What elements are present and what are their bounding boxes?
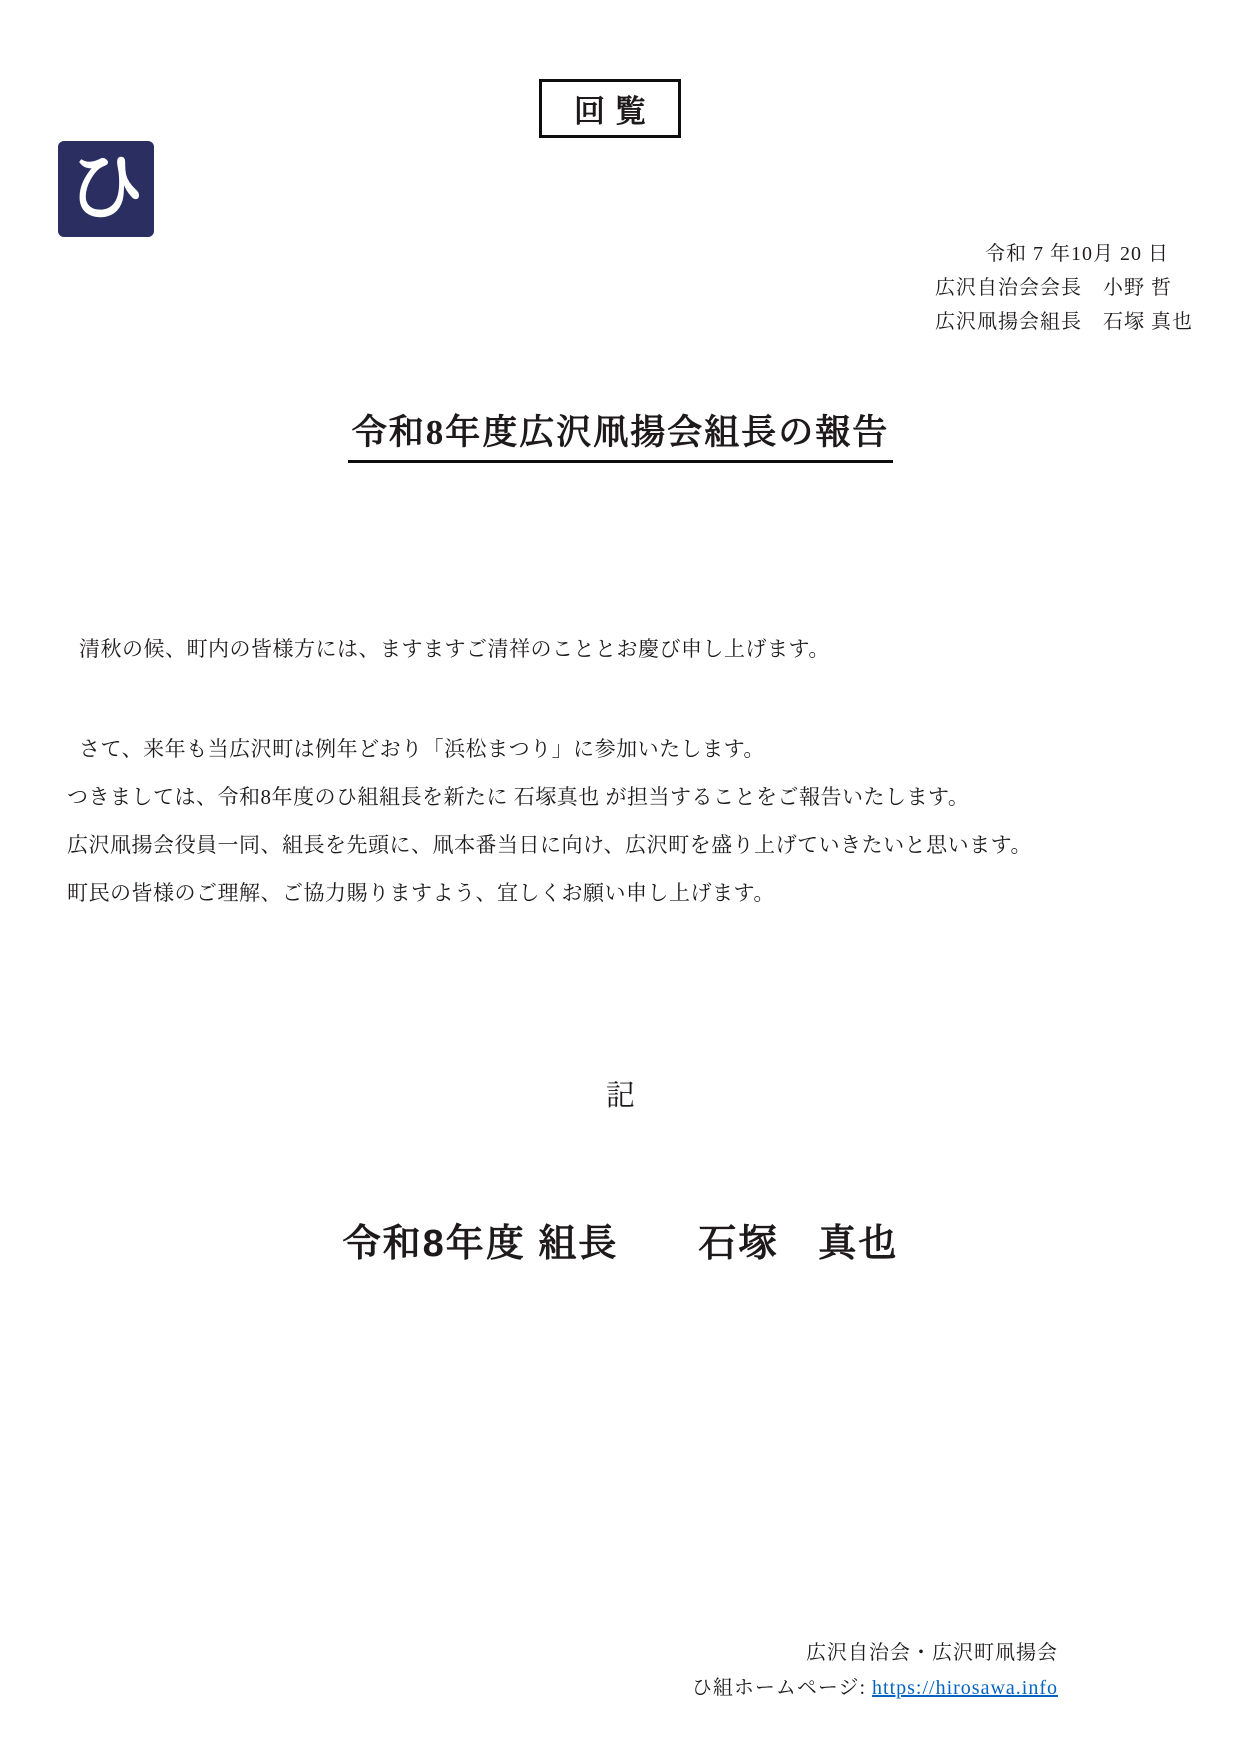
title-row	[0, 405, 1241, 463]
paragraph-line-1: さて、来年も当広沢町は例年どおり「浜松まつり」に参加いたします。	[79, 737, 765, 761]
record-marker: 記	[605, 1080, 635, 1112]
paragraph-line-2: つきましては、令和8年度のひ組組長を新たに 石塚真也 が担当することをご報告いたします。	[67, 785, 970, 809]
paragraph-line-4: 町民の皆様のご理解、ご協力賜りますよう、宜しくお願い申し上げます。	[67, 881, 775, 905]
paragraph-greeting: 清秋の候、町内の皆様方には、ますますご清祥のこととお慶び申し上げます。	[79, 637, 830, 661]
footer-organization: 広沢自治会・広沢町凧揚会	[806, 1642, 1058, 1664]
circulation-stamp-box	[539, 79, 681, 138]
homepage-link[interactable]: https://hirosawa.info	[872, 1677, 1058, 1699]
signatory-chairman: 広沢自治会会長 小野 哲	[935, 277, 1172, 299]
circulation-label: 回覧	[574, 94, 656, 129]
document-date: 令和 7 年10月 20 日	[985, 243, 1169, 265]
homepage-label: ひ組ホームページ:	[691, 1677, 873, 1699]
document-title: 令和8年度広沢凧揚会組長の報告	[348, 405, 894, 463]
hi-gumi-crest-logo	[58, 141, 154, 237]
signatory-kumicho: 広沢凧揚会組長 石塚 真也	[935, 311, 1193, 333]
footer-homepage-row	[692, 1671, 1058, 1700]
paragraph-line-3: 広沢凧揚会役員一同、組長を先頭に、凧本番当日に向け、広沢町を盛り上げていきたいと思います。	[67, 833, 1032, 857]
new-kumicho-announcement: 令和8年度 組長 石塚 真也	[342, 1223, 899, 1265]
hi-character: ひ	[68, 142, 144, 231]
